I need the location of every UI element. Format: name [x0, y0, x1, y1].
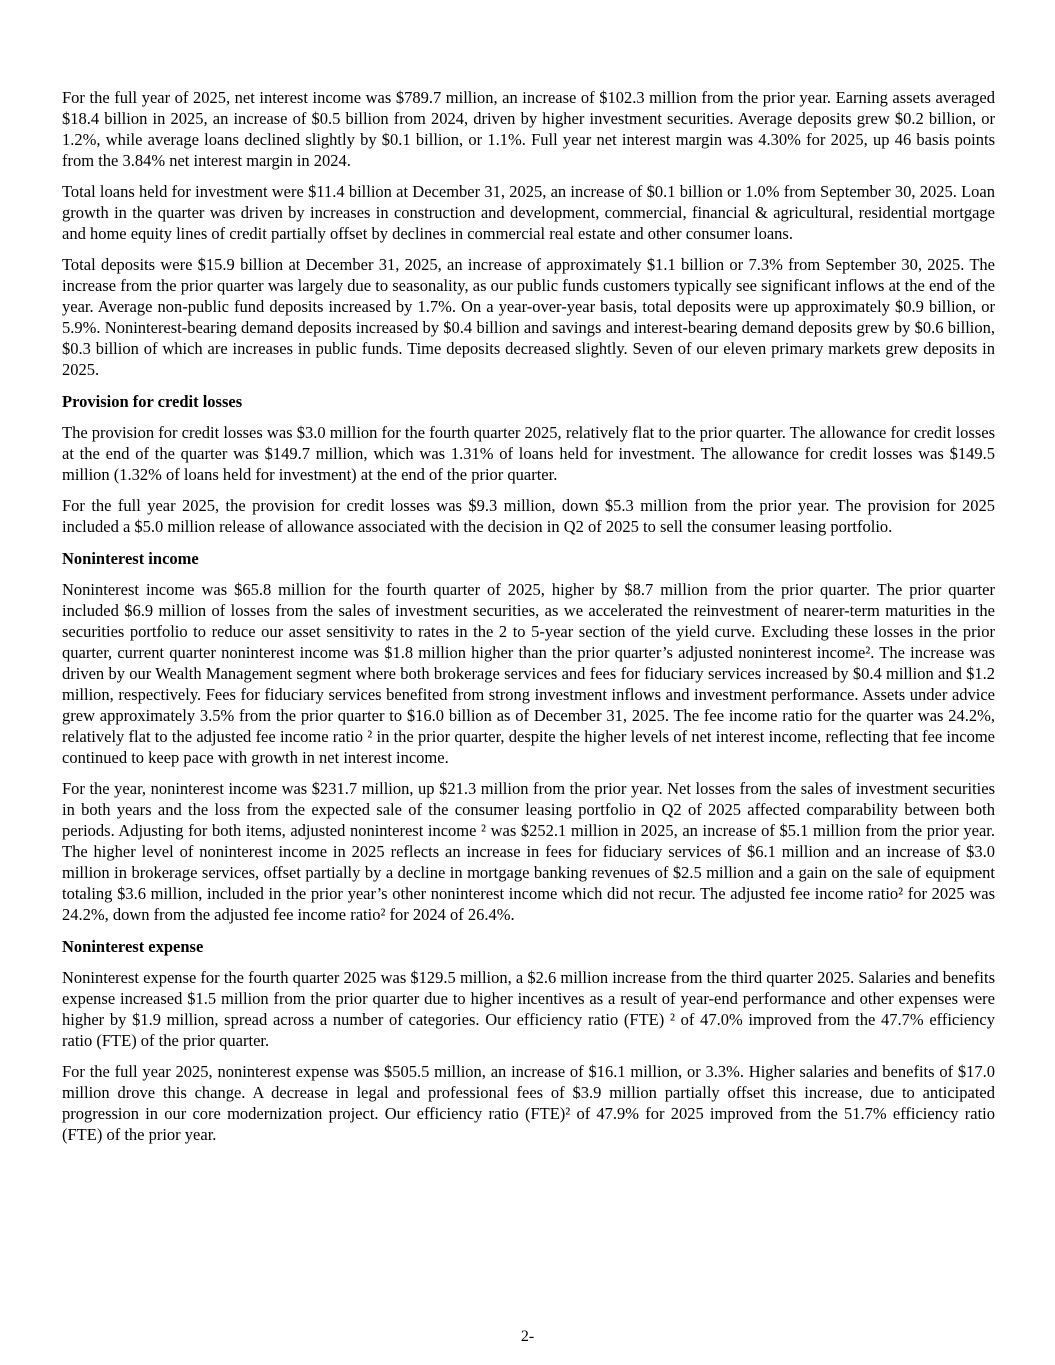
paragraph-noninterest-expense-full-year: For the full year 2025, noninterest expense was $505.5 million, an increase of $16.1 million, or 3.3%. Higher salaries and benefits of $17.0 million drove this change. A decrease in legal and professional fees of $3.9 million partially offset this increase, due to anticipated progression in our core modernization project. Our efficiency ratio (FTE)² of 47.9% for 2025 improved from the 51.7% efficiency ratio (FTE) of the prior year. [62, 1062, 995, 1144]
paragraph-provision-full-year: For the full year 2025, the provision for credit losses was $9.3 million, down $5.3 million from the prior year. The provision for 2025 included a $5.0 million release of allowance associated with the decision in Q2 of 2025 to sell the consumer leasing portfolio. [62, 496, 995, 536]
section-heading-noninterest-income: Noninterest income [62, 549, 199, 568]
document-content [62, 87, 995, 1155]
section-heading-provision-for-credit-losses: Provision for credit losses [62, 392, 243, 411]
intro-paragraph-total-loans: Total loans held for investment were $11.4 billion at December 31, 2025, an increase of $0.1 billion or 1.0% from September 30, 2025. Loan growth in the quarter was driven by increases in construction and development, commercial, financial & agricultural, residential mortgage and home equity lines of credit partially offset by declines in commercial real estate and other consumer loans. [62, 182, 995, 243]
paragraph-noninterest-expense-quarter: Noninterest expense for the fourth quarter 2025 was $129.5 million, a $2.6 million increase from the third quarter 2025. Salaries and benefits expense increased $1.5 million from the prior quarter due to higher incentives as a result of year-end performance and other expenses were higher by $1.9 million, spread across a number of categories. Our efficiency ratio (FTE) ² of 47.0% improved from the 47.7% efficiency ratio (FTE) of the prior quarter. [62, 968, 995, 1050]
paragraph-noninterest-income-quarter: Noninterest income was $65.8 million for the fourth quarter of 2025, higher by $8.7 million from the prior quarter. The prior quarter included $6.9 million of losses from the sales of investment securities, as we accelerated the reinvestment of nearer-term maturities in the securities portfolio to reduce our asset sensitivity to rates in the 2 to 5-year section of the yield curve. Excluding these losses in the prior quarter, current quarter noninterest income was $1.8 million higher than the prior quarter’s adjusted noninterest income². The increase was driven by our Wealth Management segment where both brokerage services and fees for fiduciary services increased by $0.4 million and $1.2 million, respectively. Fees for fiduciary services benefited from strong investment inflows and investment performance. Assets under advice grew approximately 3.5% from the prior quarter to $16.0 billion as of December 31, 2025. The fee income ratio for the quarter was 24.2%, relatively flat to the adjusted fee income ratio ² in the prior quarter, despite the higher levels of net interest income, reflecting that fee income continued to keep pace with growth in net interest income. [62, 580, 995, 767]
intro-paragraph-total-deposits: Total deposits were $15.9 billion at December 31, 2025, an increase of approximately $1.1 billion or 7.3% from September 30, 2025. The increase from the prior quarter was largely due to seasonality, as our public funds customers typically see significant inflows at the end of the year. Average non-public fund deposits increased by 1.7%. On a year-over-year basis, total deposits were up approximately $0.9 billion, or 5.9%. Noninterest-bearing demand deposits increased by $0.4 billion and savings and interest-bearing demand deposits grew by $0.6 billion, $0.3 billion of which are increases in public funds. Time deposits decreased slightly. Seven of our eleven primary markets grew deposits in 2025. [62, 255, 995, 379]
paragraph-provision-quarter: The provision for credit losses was $3.0 million for the fourth quarter 2025, relatively flat to the prior quarter. The allowance for credit losses at the end of the quarter was $149.7 million, which was 1.31% of loans held for investment. The allowance for credit losses was $149.5 million (1.32% of loans held for investment) at the end of the prior quarter. [62, 423, 995, 484]
intro-paragraph-net-interest-income: For the full year of 2025, net interest income was $789.7 million, an increase of $102.3 million from the prior year. Earning assets averaged $18.4 billion in 2025, an increase of $0.5 billion from 2024, driven by higher investment securities. Average deposits grew $0.2 billion, or 1.2%, while average loans declined slightly by $0.1 billion, or 1.1%. Full year net interest margin was 4.30% for 2025, up 46 basis points from the 3.84% net interest margin in 2024. [62, 88, 995, 170]
section-heading-noninterest-expense: Noninterest expense [62, 937, 204, 956]
page-number: 2- [520, 1328, 535, 1345]
paragraph-noninterest-income-full-year: For the year, noninterest income was $231.7 million, up $21.3 million from the prior year. Net losses from the sales of investment securities in both years and the loss from the expected sale of the consumer leasing portfolio in Q2 of 2025 affected comparability between both periods. Adjusting for both items, adjusted noninterest income ² was $252.1 million in 2025, an increase of $5.1 million from the prior year. The higher level of noninterest income in 2025 reflects an increase in fees for fiduciary services of $6.1 million and an increase of $3.0 million in brokerage services, offset partially by a decline in mortgage banking revenues of $2.5 million and a gain on the sale of equipment totaling $3.6 million, included in the prior year’s other noninterest income which did not recur. The adjusted fee income ratio² for 2025 was 24.2%, down from the adjusted fee income ratio² for 2024 of 26.4%. [62, 779, 995, 924]
